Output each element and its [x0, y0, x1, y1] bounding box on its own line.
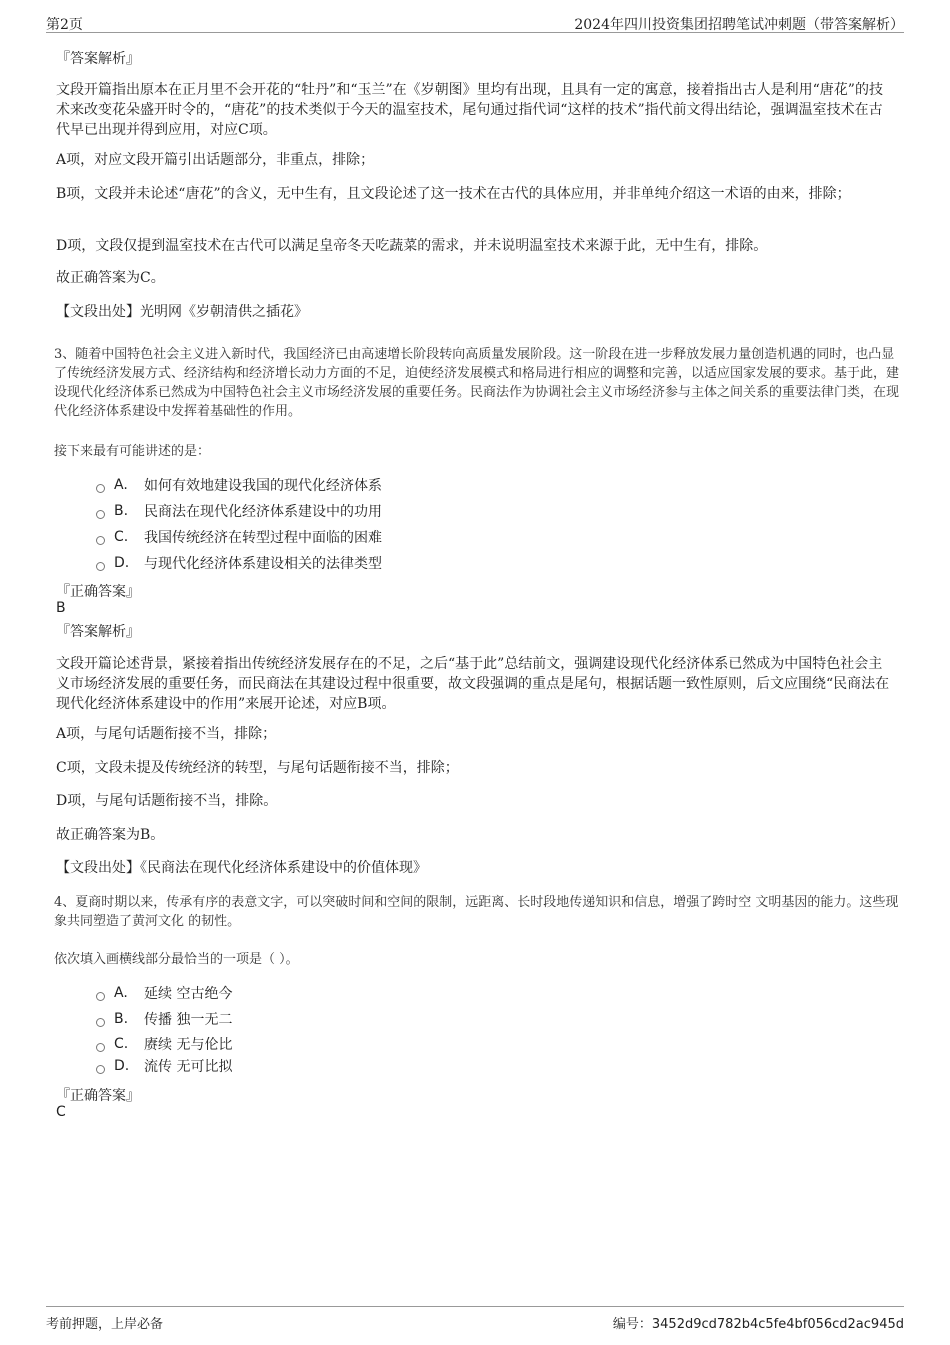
- option-text: 民商法在现代化经济体系建设中的功用: [144, 504, 382, 520]
- q4-option-b[interactable]: [96, 1009, 232, 1029]
- q3-option-d[interactable]: [96, 553, 382, 573]
- option-text: 与现代化经济体系建设相关的法律类型: [144, 556, 382, 572]
- q3-answer: B: [56, 600, 66, 616]
- option-key: D.: [114, 555, 130, 571]
- q4-question: 4、夏商时期以来，传承有序的表意文字，可以突破时间和空间的限制，远距离、长时段地传递知识和信息，增强了跨时空 文明基因的能力。这些现象共同塑造了黄河文化 的韧性。: [54, 895, 899, 929]
- page-number: 第2页: [46, 17, 83, 33]
- option-text: 如何有效地建设我国的现代化经济体系: [144, 478, 382, 494]
- q2-line-b: B项，文段并未论述“唐花”的含义，无中生有，且文段论述了这一技术在古代的具体应用，并非单纯介绍这一术语的由来，排除；: [56, 186, 851, 202]
- radio-icon[interactable]: [96, 1043, 105, 1052]
- q2-line-d: D项，文段仅提到温室技术在古代可以满足皇帝冬天吃蔬菜的需求，并未说明温室技术来源于此，无中生有，排除。: [56, 238, 768, 254]
- document-title: 2024年四川投资集团招聘笔试冲刺题（带答案解析）: [574, 17, 904, 33]
- q2-conclusion: 故正确答案为C。: [56, 270, 165, 286]
- q2-analysis-label: 『答案解析』: [56, 51, 140, 67]
- option-text: 延续 空古绝今: [144, 986, 233, 1002]
- q3-option-b[interactable]: [96, 501, 382, 521]
- q2-source: 【文段出处】光明网《岁朝清供之插花》: [56, 304, 308, 320]
- q4-option-c[interactable]: [96, 1034, 232, 1054]
- option-key: A.: [114, 477, 128, 493]
- q2-line-a: A项，对应文段开篇引出话题部分，非重点，排除；: [56, 152, 375, 168]
- option-key: C.: [114, 1036, 129, 1052]
- q3-source: 【文段出处】《民商法在现代化经济体系建设中的价值体现》: [56, 860, 427, 876]
- radio-icon[interactable]: [96, 992, 105, 1001]
- q3-line-a: A项，与尾句话题衔接不当，排除；: [56, 726, 277, 742]
- option-key: B.: [114, 1011, 129, 1027]
- option-key: B.: [114, 503, 129, 519]
- option-text: 我国传统经济在转型过程中面临的困难: [144, 530, 382, 546]
- radio-icon[interactable]: [96, 484, 105, 493]
- option-text: 赓续 无与伦比: [144, 1037, 233, 1053]
- q3-option-a[interactable]: [96, 475, 382, 495]
- q3-analysis-text: 文段开篇论述背景，紧接着指出传统经济发展存在的不足，之后“基于此”总结前文，强调建设现代化经济体系已然成为中国特色社会主义市场经济发展的重要任务，而民商法在其建设过程中很重要，故文段强调的重点是尾句，根据话题一致性原则，后文应围绕“民商法在现代化经济体系建设中的作用”来展开论述，对应B项。: [56, 656, 890, 712]
- q4-answer-label: 『正确答案』: [56, 1088, 140, 1104]
- radio-icon[interactable]: [96, 1018, 105, 1027]
- q3-analysis-label: 『答案解析』: [56, 624, 140, 640]
- option-text: 流传 无可比拟: [144, 1059, 233, 1075]
- document-id: 编号：3452d9cd782b4c5fe4bf056cd2ac945d: [612, 1317, 904, 1332]
- page-header: [46, 10, 904, 33]
- radio-icon[interactable]: [96, 510, 105, 519]
- radio-icon[interactable]: [96, 1065, 105, 1074]
- footer-slogan: 考前押题，上岸必备: [46, 1317, 164, 1332]
- q4-option-a[interactable]: [96, 983, 232, 1003]
- q4-option-d[interactable]: [96, 1056, 232, 1076]
- radio-icon[interactable]: [96, 536, 105, 545]
- q3-option-c[interactable]: [96, 527, 382, 547]
- q3-prompt: 接下来最有可能讲述的是：: [54, 444, 211, 459]
- option-text: 传播 独一无二: [144, 1012, 233, 1028]
- q3-conclusion: 故正确答案为B。: [56, 827, 165, 843]
- q3-line-c: C项，文段未提及传统经济的转型，与尾句话题衔接不当，排除；: [56, 760, 459, 776]
- option-key: A.: [114, 985, 128, 1001]
- page-footer: [46, 1306, 904, 1331]
- q3-answer-label: 『正确答案』: [56, 584, 140, 600]
- q3-line-d: D项，与尾句话题衔接不当，排除。: [56, 793, 278, 809]
- radio-icon[interactable]: [96, 562, 105, 571]
- q2-analysis-text: 文段开篇指出原本在正月里不会开花的“牡丹”和“玉兰”在《岁朝图》里均有出现，且具有一定的寓意，接着指出古人是利用“唐花”的技术来改变花朵盛开时令的，“唐花”的技术类似于今天的温室技术，尾句通过指代词“这样的技术”指代前文得出结论，强调温室技术在古代早已出现并得到应用，对应C项。: [56, 82, 883, 138]
- q4-prompt: 依次填入画横线部分最恰当的一项是（ ）。: [54, 952, 299, 967]
- option-key: D.: [114, 1058, 130, 1074]
- q4-answer: C: [56, 1104, 66, 1120]
- q3-question: 3、随着中国特色社会主义进入新时代，我国经济已由高速增长阶段转向高质量发展阶段。这一阶段在进一步释放发展力量创造机遇的同时，也凸显了传统经济发展方式、经济结构和经济增长动力方面的不足，迫使经济发展模式和格局进行相应的调整和完善，以适应国家发展的要求。基于此，建设现代化经济体系已然成为中国特色社会主义市场经济发展的重要任务。民商法作为协调社会主义市场经济参与主体之间关系的重要法律门类，在现代化经济体系建设中发挥着基础性的作用。: [54, 347, 900, 419]
- option-key: C.: [114, 529, 129, 545]
